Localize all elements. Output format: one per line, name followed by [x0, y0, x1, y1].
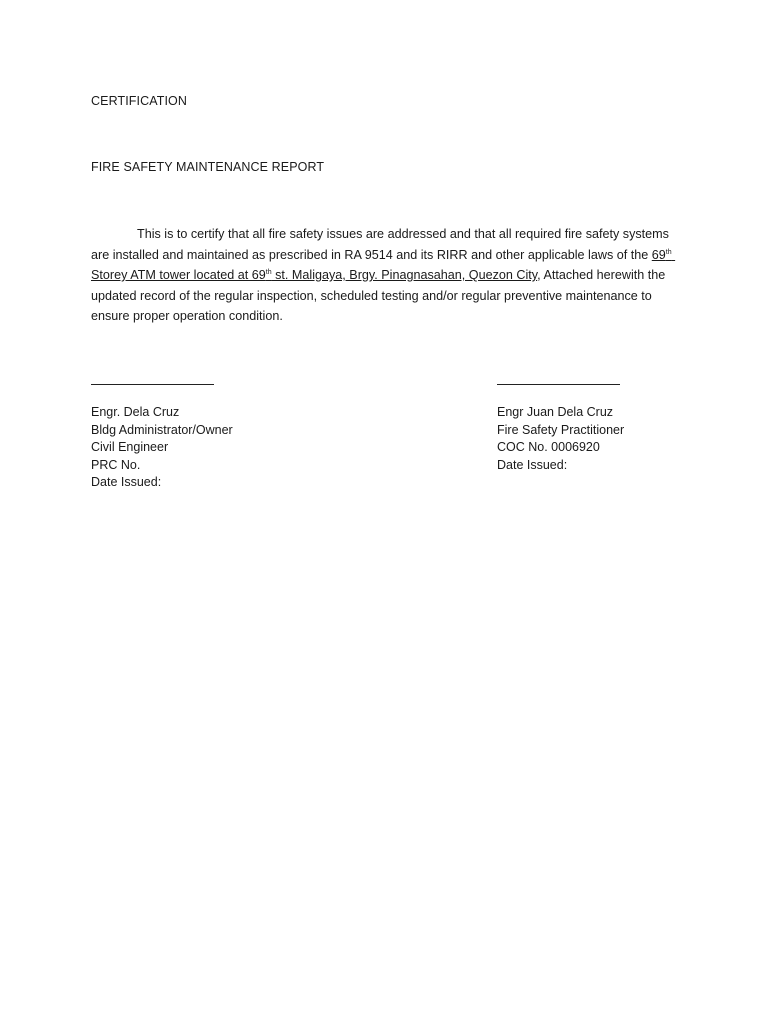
signatory-left	[91, 374, 233, 492]
document-title: CERTIFICATION	[91, 94, 187, 108]
floor-count: 69th	[651, 247, 672, 262]
paragraph-line-3: Storey ATM tower located at 69th st. Maligaya, Brgy. Pinagnasahan, Quezon City, Attached herewith the	[91, 268, 666, 282]
signatory-date-issued: Date Issued:	[91, 475, 162, 489]
signatory-date-issued: Date Issued:	[497, 457, 568, 472]
signatory-license: PRC No.	[91, 457, 141, 472]
signature-line	[91, 384, 214, 385]
signature-line	[497, 384, 620, 385]
paragraph-line-5: ensure proper operation condition.	[91, 309, 283, 323]
paragraph-line-1: This is to certify that all fire safety issues are addressed and that all required fire safety systems	[137, 227, 669, 241]
signatory-position: Bldg Administrator/Owner	[91, 422, 233, 437]
certification-paragraph	[91, 224, 677, 327]
paragraph-line-4: updated record of the regular inspection, scheduled testing and/or regular preventive maintenance to	[91, 288, 652, 303]
building-address: Storey ATM tower located at 69th st. Maligaya, Brgy. Pinagnasahan, Quezon City	[91, 268, 538, 282]
signatory-position: Fire Safety Practitioner	[497, 422, 625, 437]
signatory-license: COC No. 0006920	[497, 440, 600, 454]
signatory-name: Engr Juan Dela Cruz	[497, 405, 614, 419]
signatory-name: Engr. Dela Cruz	[91, 405, 180, 419]
document-subtitle: FIRE SAFETY MAINTENANCE REPORT	[91, 160, 325, 174]
paragraph-line-2: are installed and maintained as prescribed in RA 9514 and its RIRR and other applicable laws of the 69th	[91, 245, 677, 266]
signatory-right	[497, 374, 624, 474]
signatory-profession: Civil Engineer	[91, 440, 169, 454]
